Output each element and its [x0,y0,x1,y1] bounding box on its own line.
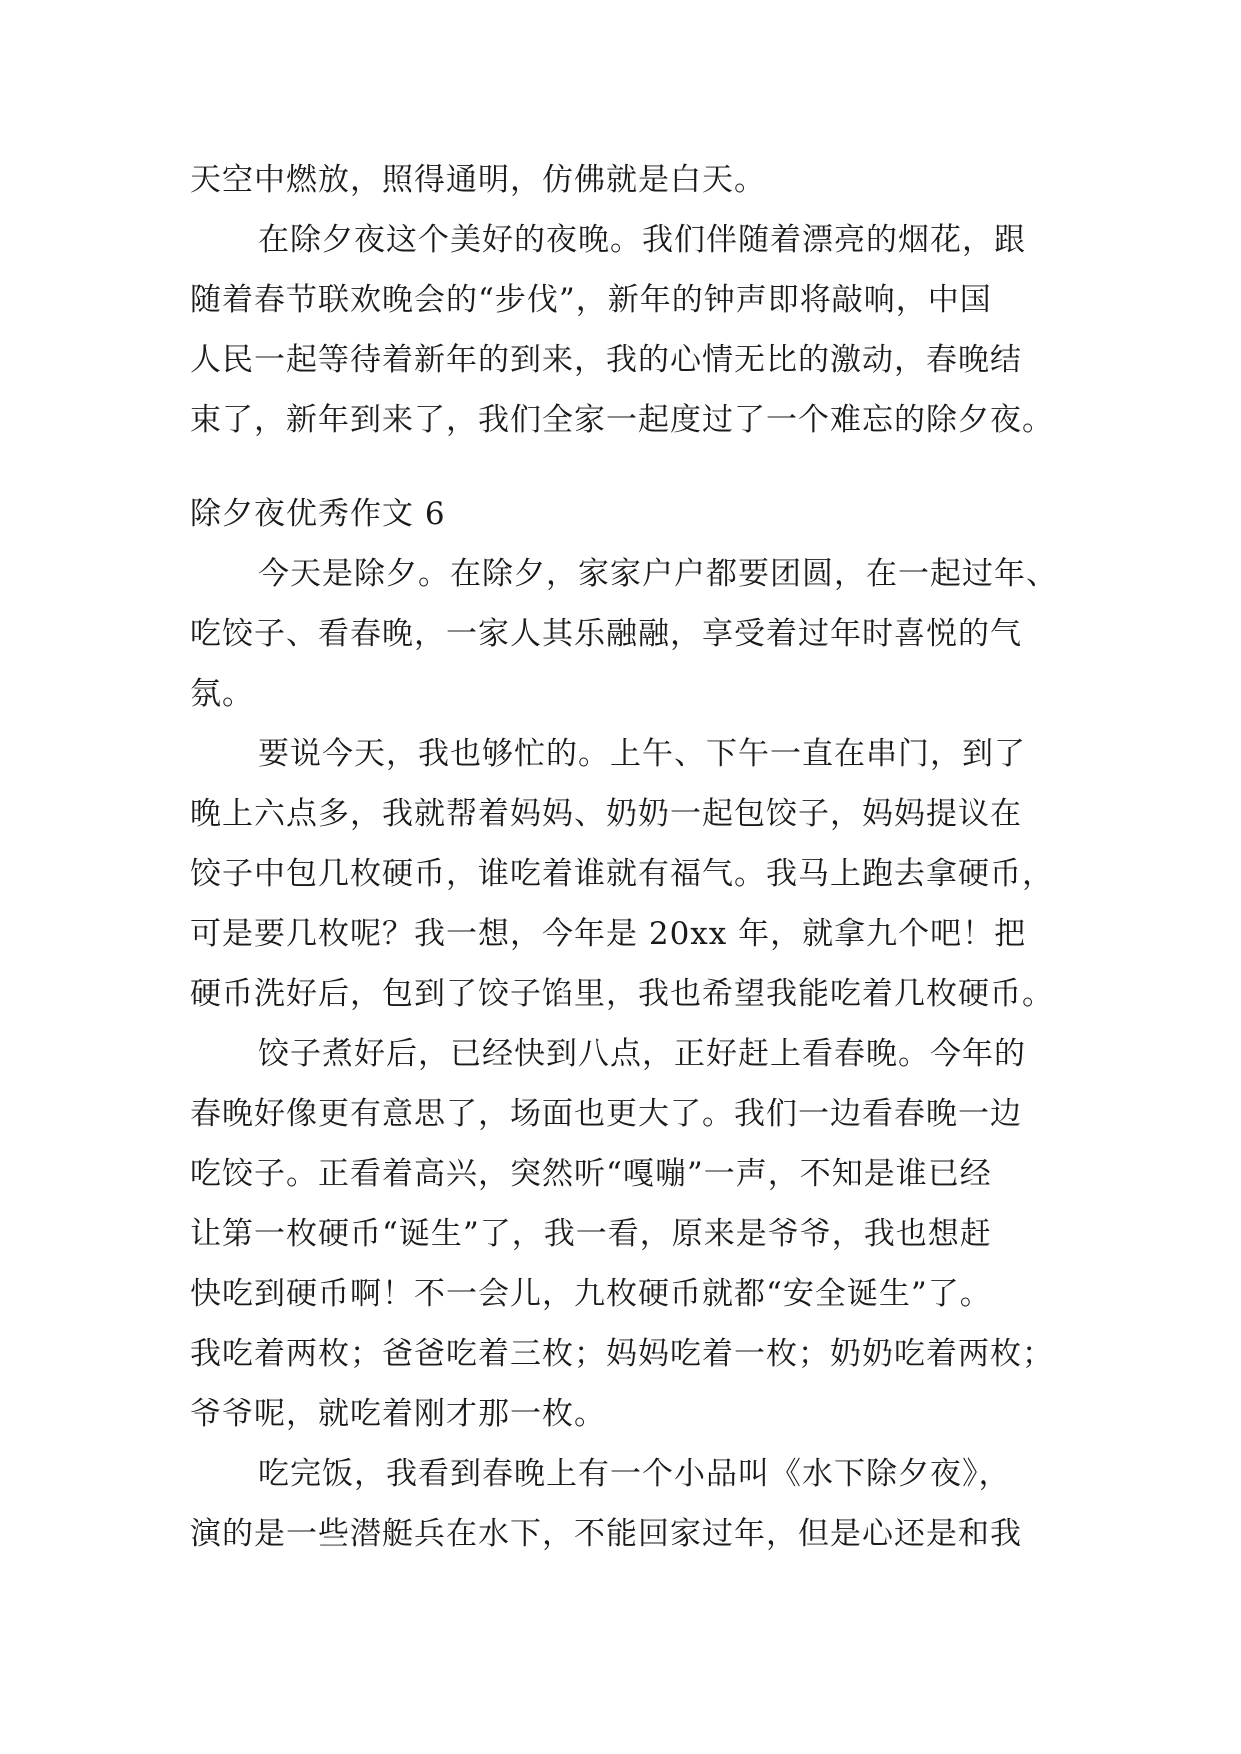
paragraph-line: 硬币洗好后，包到了饺子馅里，我也希望我能吃着几枚硬币。 [190,976,1054,1012]
paragraph-line: 吃完饭，我看到春晚上有一个小品叫《水下除夕夜》， [258,1456,1011,1492]
paragraph-line: 今天是除夕。在除夕，家家户户都要团圆，在一起过年、 [258,556,1058,592]
continuation-line: 天空中燃放，照得通明，仿佛就是白天。 [190,162,766,198]
paragraph-line: 可是要几枚呢？我一想，今年是 20xx 年，就拿九个吧！把 [190,916,1027,952]
paragraph [190,1024,1070,1444]
section-heading: 除夕夜优秀作文 6 [190,496,446,532]
paragraph-line: 吃饺子、看春晚，一家人其乐融融，享受着过年时喜悦的气 [190,616,1022,652]
paragraph-line: 春晚好像更有意思了，场面也更大了。我们一边看春晚一边 [190,1096,1022,1132]
paragraph-line: 束了，新年到来了，我们全家一起度过了一个难忘的除夕夜。 [190,402,1054,438]
paragraph-line: 饺子中包几枚硬币，谁吃着谁就有福气。我马上跑去拿硬币， [190,856,1054,892]
paragraph [190,210,1070,450]
paragraph-line: 随着春节联欢晚会的“步伐”，新年的钟声即将敲响，中国 [190,282,992,318]
paragraph-line: 要说今天，我也够忙的。上午、下午一直在串门，到了 [258,736,1026,772]
paragraph-line: 在除夕夜这个美好的夜晚。我们伴随着漂亮的烟花，跟 [258,222,1026,258]
paragraph-line: 吃饺子。正看着高兴，突然听“嘎嘣”一声，不知是谁已经 [190,1156,992,1192]
paragraph-line: 饺子煮好后，已经快到八点，正好赶上看春晚。今年的 [258,1036,1026,1072]
paragraph-line: 氛。 [190,676,254,712]
paragraph-line: 人民一起等待着新年的到来，我的心情无比的激动，春晚结 [190,342,1022,378]
section-gap [190,450,1070,484]
paragraph-line: 爷爷呢，就吃着刚才那一枚。 [190,1396,606,1432]
document-body [190,150,1070,1564]
paragraph-line: 演的是一些潜艇兵在水下，不能回家过年，但是心还是和我 [190,1516,1022,1552]
paragraph [190,1444,1070,1564]
paragraph-line: 让第一枚硬币“诞生”了，我一看，原来是爷爷，我也想赶 [190,1216,992,1252]
paragraph [190,544,1070,724]
paragraph-line: 晚上六点多，我就帮着妈妈、奶奶一起包饺子，妈妈提议在 [190,796,1022,832]
paragraph [190,724,1070,1024]
paragraph-line: 快吃到硬币啊！不一会儿，九枚硬币就都“安全诞生”了。 [190,1276,992,1312]
paragraph-line: 我吃着两枚；爸爸吃着三枚；妈妈吃着一枚；奶奶吃着两枚； [190,1336,1054,1372]
